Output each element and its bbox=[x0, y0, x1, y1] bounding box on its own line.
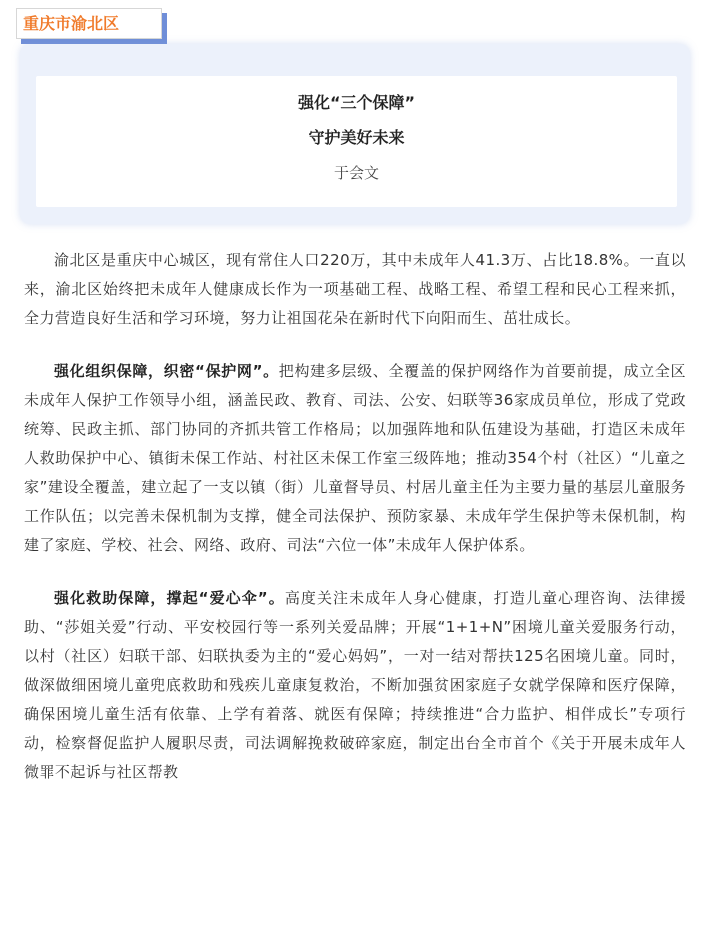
region-tag-label: 重庆市渝北区 bbox=[23, 14, 120, 33]
paragraph-intro bbox=[24, 246, 686, 333]
article-author: 于会文 bbox=[333, 164, 379, 182]
paragraph-intro-text: 渝北区是重庆中心城区，现有常住人口220万，其中未成年人41.3万、占比18.8%。一直以来，渝北区始终把未成年人健康成长作为一项基础工程、战略工程、希望工程和民心工程来抓，全力营造良好生活和学习环境，努力让祖国花朵在新时代下向阳而生、茁壮成长。 bbox=[24, 251, 686, 327]
article-body bbox=[24, 246, 686, 811]
article-title-line-1: 强化“三个保障” bbox=[297, 93, 416, 112]
region-tag bbox=[16, 8, 168, 44]
paragraph-relief-lead: 强化救助保障，撑起“爱心伞”。 bbox=[54, 589, 285, 607]
article-title-line-2: 守护美好未来 bbox=[308, 128, 405, 147]
region-tag-box bbox=[16, 8, 162, 39]
paragraph-relief bbox=[24, 584, 686, 787]
paragraph-relief-text: 高度关注未成年人身心健康，打造儿童心理咨询、法律援助、“莎姐关爱”行动、平安校园行等一系列关爱品牌；开展“1+1+N”困境儿童关爱服务行动，以村（社区）妇联干部、妇联执委为主的“爱心妈妈”，一对一结对帮扶125名困境儿童。同时，做深做细困境儿童兜底救助和残疾儿童康复救治，不断加强贫困家庭子女就学保障和医疗保障，确保困境儿童生活有依靠、上学有着落、就医有保障；持续推进“合力监护、相伴成长”专项行动，检察督促监护人履职尽责，司法调解挽救破碎家庭，制定出台全市首个《关于开展未成年人微罪不起诉与社区帮教 bbox=[24, 589, 686, 781]
paragraph-organization-lead: 强化组织保障，织密“保护网”。 bbox=[54, 362, 279, 380]
paragraph-organization-text: 把构建多层级、全覆盖的保护网络作为首要前提，成立全区未成年人保护工作领导小组，涵盖民政、教育、司法、公安、妇联等36家成员单位，形成了党政统筹、民政主抓、部门协同的齐抓共管工作格局；以加强阵地和队伍建设为基础，打造区未成年人救助保护中心、镇街未保工作站、村社区未保工作室三级阵地；推动354个村（社区）“儿童之家”建设全覆盖，建立起了一支以镇（街）儿童督导员、村居儿童主任为主要力量的基层儿童服务工作队伍；以完善未保机制为支撑，健全司法保护、预防家暴、未成年学生保护等未保机制，构建了家庭、学校、社会、网络、政府、司法“六位一体”未成年人保护体系。 bbox=[24, 362, 687, 554]
paragraph-organization bbox=[24, 357, 686, 560]
header-card-inner bbox=[36, 76, 677, 207]
